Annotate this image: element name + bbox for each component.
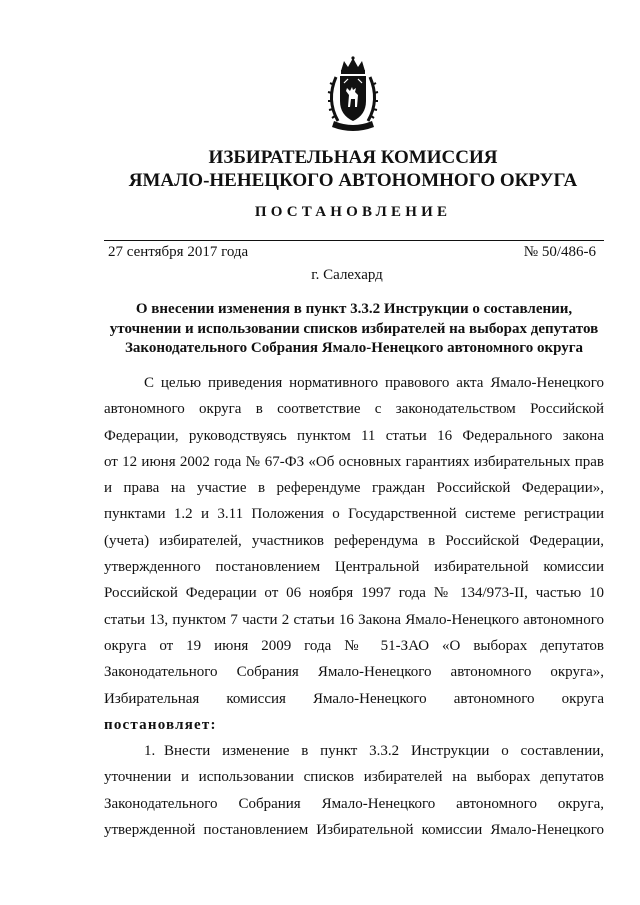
title-line: уточнении и использовании списков избирателей на выборах депутатов <box>109 320 599 337</box>
document-date: 27 сентября 2017 года <box>108 244 249 260</box>
org-name-line1: ИЗБИРАТЕЛЬНАЯ КОМИССИЯ <box>208 147 498 168</box>
title-line: Законодательного Собрания Ямало-Ненецкого автономного округа <box>124 340 584 356</box>
body-line: автономного округа в соответствие с законодательством Российской <box>104 401 604 418</box>
document-title <box>104 300 604 359</box>
body-line: Законодательного Собрания Ямало-Ненецкого автономного округа, <box>104 795 604 812</box>
coat-of-arms-icon <box>322 55 384 135</box>
decree-word: постановляет: <box>104 716 217 733</box>
org-name-line2: ЯМАЛО-НЕНЕЦКОГО АВТОНОМНОГО ОКРУГА <box>128 170 578 191</box>
body-line: пунктами 1.2 и 3.11 Положения о Государственной системе регистрации <box>104 506 604 523</box>
body-line: Избирательная комиссия Ямало-Ненецкого автономного округа <box>104 690 604 707</box>
list-item <box>104 738 604 764</box>
document-body <box>104 370 604 843</box>
document-city: г. Салехард <box>311 267 383 283</box>
body-line: Законодательного Собрания Ямало-Ненецкого автономного округа», <box>104 664 604 681</box>
header-divider <box>104 240 604 241</box>
body-line: (учета) избирателей, участников референдума в Российской Федерации, <box>104 532 604 549</box>
body-line: Федерации, руководствуясь пунктом 11 статьи 16 Федерального закона <box>104 427 604 444</box>
body-line: утвержденной постановлением Избирательной комиссии Ямало-Ненецкого <box>104 822 604 839</box>
document-type: ПОСТАНОВЛЕНИЕ <box>254 204 452 220</box>
body-line: утвержденного постановлением Центральной избирательной комиссии <box>104 559 604 576</box>
title-line: О внесении изменения в пункт 3.3.2 Инструкции о составлении, <box>135 301 573 317</box>
body-line: статьи 13, пунктом 7 части 2 статьи 16 Закона Ямало-Ненецкого автономного <box>104 611 604 628</box>
list-item-number: 1. <box>144 743 156 760</box>
body-line: от 12 июня 2002 года № 67-ФЗ «Об основных гарантиях избирательных прав <box>104 453 604 470</box>
body-line: и права на участие в референдуме граждан Российской Федерации», <box>104 480 604 497</box>
body-line: уточнении и использовании списков избирателей на выборах депутатов <box>104 769 604 786</box>
body-line: округа от 19 июня 2009 года № 51-ЗАО «О выборах депутатов <box>104 637 604 654</box>
body-line: С целью приведения нормативного правового акта Ямало-Ненецкого <box>144 375 604 391</box>
list-item-first-line: Внести изменение в пункт 3.3.2 Инструкции о составлении, <box>164 743 604 760</box>
body-line: Российской Федерации от 06 ноября 1997 года № 134/973-II, частью 10 <box>104 585 604 602</box>
document-number: № 50/486-6 <box>523 244 596 260</box>
